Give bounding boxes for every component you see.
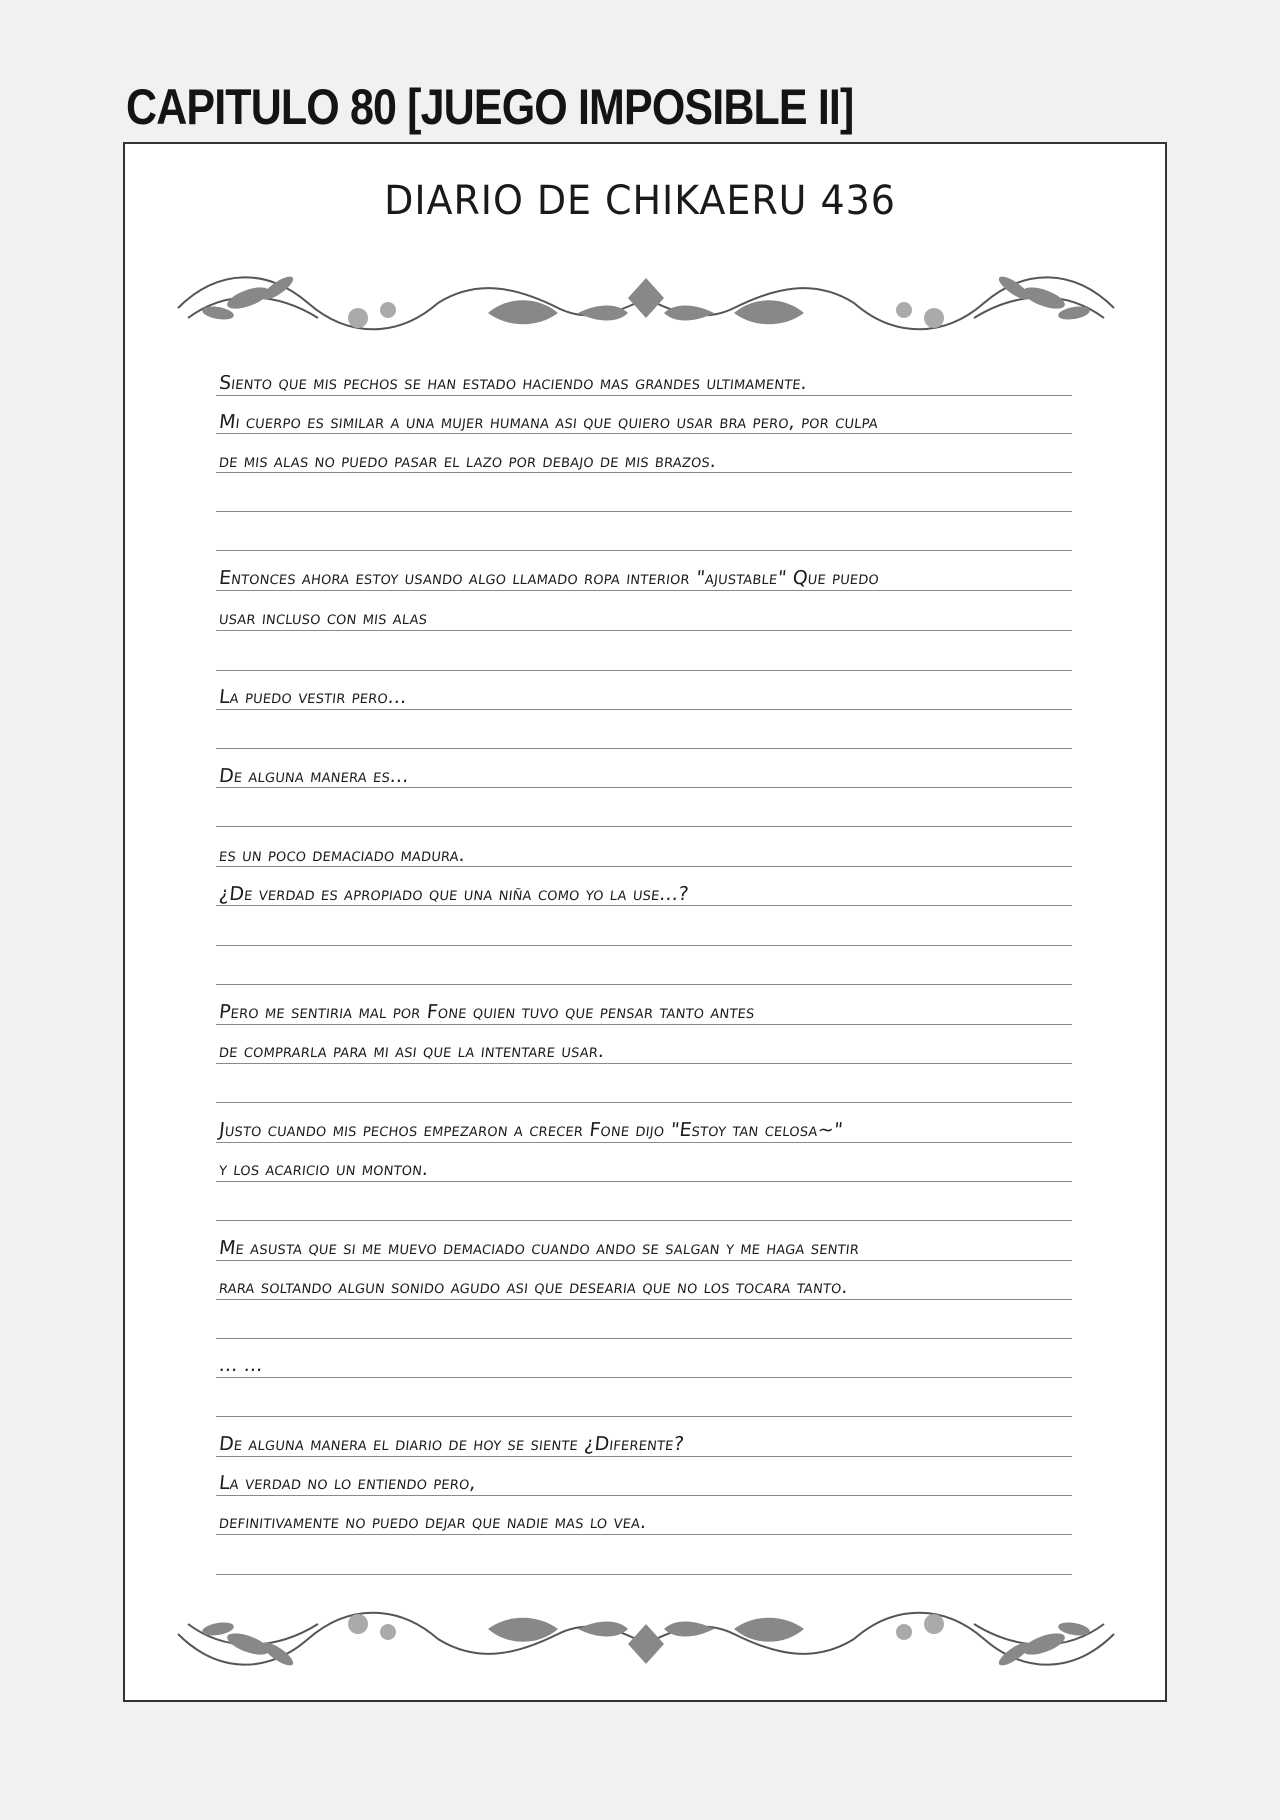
diary-line: de comprarla para mi asi que la intentare usar. [218,1040,606,1062]
ruled-line [216,748,1072,749]
ruled-line [216,433,1072,434]
ruled-line [216,1181,1072,1182]
ruled-line [216,630,1072,631]
diary-line: ¿De verdad es apropiado que una niña como yo la use...? [218,883,690,905]
diary-line: Siento que mis pechos se han estado haciendo mas grandes ultimamente. [218,372,809,394]
ruled-line [216,1456,1072,1457]
diary-line: es un poco demaciado madura. [218,844,467,866]
bottom-ornament-divider [158,1594,1134,1684]
diary-title: DIARIO DE CHIKAERU 436 [384,178,896,224]
ruled-line [216,1377,1072,1378]
ruled-line [216,1102,1072,1103]
chapter-title: CAPITULO 80 [JUEGO IMPOSIBLE II] [126,79,854,135]
ruled-line [216,1299,1072,1300]
ruled-line [216,1574,1072,1575]
ruled-line [216,550,1072,551]
ruled-line [216,945,1072,946]
ruled-line [216,1024,1072,1025]
diary-line: De alguna manera es... [218,765,411,787]
ruled-line [216,984,1072,985]
diary-line: rara soltando algun sonido agudo asi que desearia que no los tocara tanto. [218,1276,850,1298]
top-ornament-divider [158,258,1134,348]
ruled-line [216,472,1072,473]
ruled-line [216,905,1072,906]
diary-line: ... ... [218,1354,264,1376]
ruled-line [216,395,1072,396]
diary-line: La puedo vestir pero... [218,686,408,708]
ruled-line [216,1142,1072,1143]
ruled-line [216,709,1072,710]
diary-line: usar incluso con mis alas [218,607,429,629]
ruled-line [216,1495,1072,1496]
diary-line: y los acaricio un monton. [218,1158,430,1180]
diary-line: Me asusta que si me muevo demaciado cuando ando se salgan y me haga sentir [218,1237,861,1259]
ruled-line [216,590,1072,591]
diary-line: La verdad no lo entiendo pero, [218,1472,478,1494]
diary-line: Entonces ahora estoy usando algo llamado ropa interior "ajustable" Que puedo [218,567,881,589]
ruled-line [216,1338,1072,1339]
ruled-line [216,511,1072,512]
ruled-line [216,1534,1072,1535]
diary-line: Pero me sentiria mal por Fone quien tuvo que pensar tanto antes [218,1001,756,1023]
diary-line: De alguna manera el diario de hoy se siente ¿Diferente? [218,1433,686,1455]
ruled-line [216,787,1072,788]
diary-line: Mi cuerpo es similar a una mujer humana asi que quiero usar bra pero, por culpa [218,411,880,433]
ruled-line [216,1416,1072,1417]
ruled-line [216,670,1072,671]
diary-line: Justo cuando mis pechos empezaron a crecer Fone dijo "Estoy tan celosa~" [218,1119,844,1141]
ruled-line [216,826,1072,827]
ruled-line [216,866,1072,867]
diary-line: definitivamente no puedo dejar que nadie mas lo vea. [218,1511,648,1533]
ruled-line [216,1260,1072,1261]
ruled-line [216,1220,1072,1221]
diary-line: de mis alas no puedo pasar el lazo por debajo de mis brazos. [218,450,718,472]
ruled-line [216,1063,1072,1064]
